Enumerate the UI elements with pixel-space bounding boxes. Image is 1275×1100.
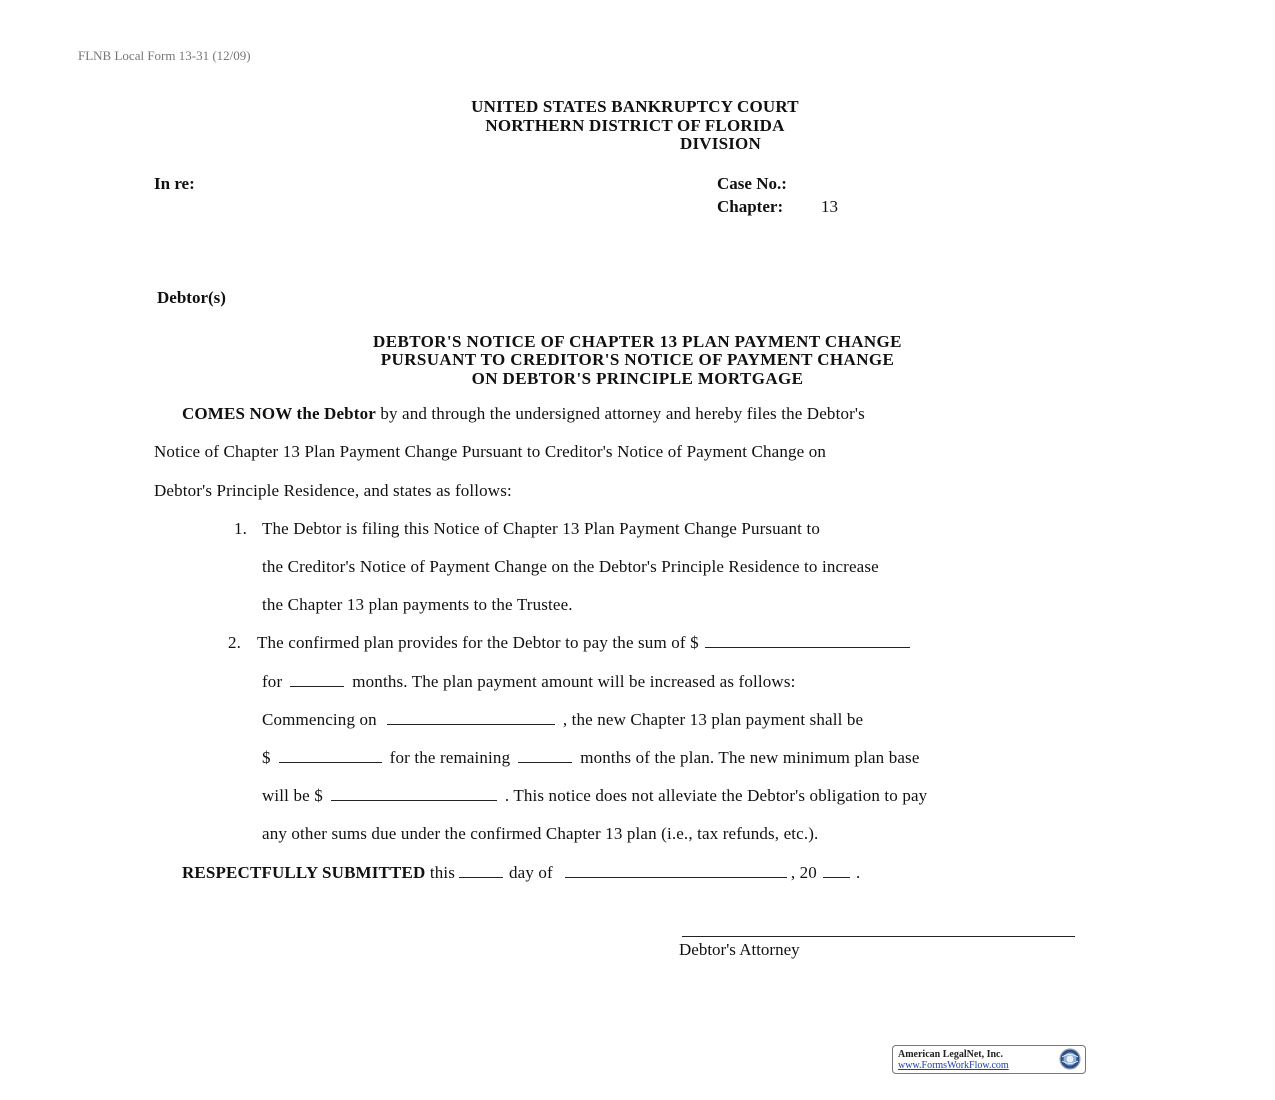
form-identifier: FLNB Local Form 13-31 (12/09) — [78, 48, 251, 63]
court-name-line2: NORTHERN DISTRICT OF FLORIDA — [485, 116, 785, 135]
chapter-label: Chapter: — [717, 197, 784, 216]
notice-title-line2: PURSUANT TO CREDITOR'S NOTICE OF PAYMENT CHANGE — [380, 350, 895, 369]
item2-line1 — [257, 633, 914, 653]
intro-line1-text: by and through the undersigned attorney and hereby files the Debtor's — [375, 404, 865, 423]
notice-title-line1: DEBTOR'S NOTICE OF CHAPTER 13 PLAN PAYMENT CHANGE — [373, 332, 902, 351]
month-blank[interactable] — [565, 863, 787, 878]
court-name-line1: UNITED STATES BANKRUPTCY COURT — [471, 97, 799, 116]
day-of-label: day of — [509, 863, 553, 882]
item1-number: 1. — [234, 519, 248, 538]
commencing-date-blank[interactable] — [387, 710, 555, 725]
globe-icon — [1059, 1048, 1081, 1070]
signature-label: Debtor's Attorney — [679, 940, 800, 959]
court-division-label: DIVISION — [680, 134, 761, 153]
submitted-bold-lead: RESPECTFULLY SUBMITTED — [182, 863, 426, 882]
debtors-label: Debtor(s) — [157, 288, 226, 307]
item2-line3-text: , the new Chapter 13 plan payment shall be — [562, 710, 864, 729]
item2-line1-text: The confirmed plan provides for the Debtor to pay the sum of $ — [257, 633, 699, 652]
in-re-label: In re: — [154, 174, 195, 193]
intro-line1 — [182, 404, 865, 424]
logo-url-link[interactable]: www.FormsWorkFlow.com — [898, 1060, 1009, 1071]
new-payment-blank[interactable] — [279, 748, 382, 763]
item1-line1: The Debtor is filing this Notice of Chapter 13 Plan Payment Change Pursuant to — [262, 519, 820, 538]
intro-line2: Notice of Chapter 13 Plan Payment Change Pursuant to Creditor's Notice of Payment Change on — [154, 442, 827, 461]
item1-line3: the Chapter 13 plan payments to the Trustee. — [262, 595, 573, 614]
plan-sum-blank[interactable] — [705, 633, 910, 648]
item2-line4 — [262, 748, 920, 768]
item2-number: 2. — [228, 633, 242, 652]
item2-line6: any other sums due under the confirmed Chapter 13 plan (i.e., tax refunds, etc.). — [262, 824, 819, 843]
year-blank[interactable] — [823, 863, 850, 878]
item1-line2: the Creditor's Notice of Payment Change on the Debtor's Principle Residence to increase — [262, 557, 879, 576]
chapter-value: 13 — [821, 197, 838, 216]
item2-line5-text: . This notice does not alleviate the Debtor's obligation to pay — [504, 786, 928, 805]
remaining-months-blank[interactable] — [518, 748, 572, 763]
intro-line3: Debtor's Principle Residence, and states as follows: — [154, 481, 512, 500]
case-number-label: Case No.: — [717, 174, 787, 193]
year-prefix: , 20 — [790, 863, 817, 882]
day-blank[interactable] — [459, 863, 503, 878]
submitted-this: this — [429, 863, 455, 882]
remaining-label: for the remaining — [389, 748, 511, 767]
submitted-end: . — [855, 863, 861, 882]
item2-line3 — [262, 710, 863, 730]
months-blank[interactable] — [290, 672, 344, 687]
item2-line4-text: months of the plan. The new minimum plan base — [580, 748, 920, 767]
intro-bold-lead: COMES NOW the Debtor — [182, 404, 376, 423]
item2-for-label: for — [262, 672, 283, 691]
publisher-logo[interactable] — [892, 1045, 1086, 1074]
logo-company-name: American LegalNet, Inc. — [898, 1049, 1003, 1060]
submitted-line — [182, 863, 860, 883]
plan-base-blank[interactable] — [331, 786, 497, 801]
dollar-sign: $ — [262, 748, 271, 767]
item2-line2 — [262, 672, 795, 692]
notice-title-line3: ON DEBTOR'S PRINCIPLE MORTGAGE — [471, 369, 804, 388]
signature-line[interactable] — [682, 936, 1075, 937]
item2-line2-text: months. The plan payment amount will be increased as follows: — [352, 672, 796, 691]
will-be-label: will be $ — [262, 786, 323, 805]
commencing-label: Commencing on — [262, 710, 377, 729]
item2-line5 — [262, 786, 927, 806]
